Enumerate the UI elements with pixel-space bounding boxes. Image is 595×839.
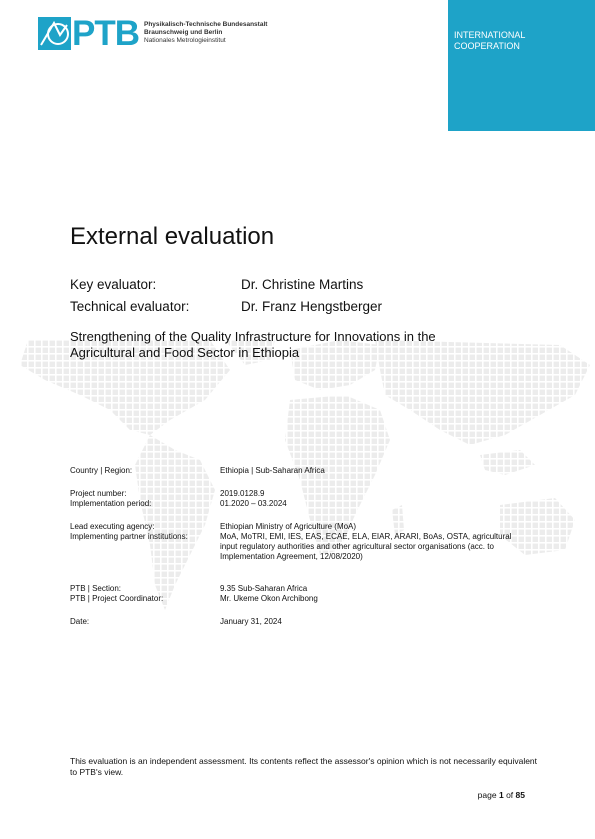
section-row [70, 584, 308, 594]
evaluator-role: Key evaluator: [70, 277, 157, 292]
evaluator-role: Technical evaluator: [70, 299, 190, 314]
evaluator-row [70, 296, 383, 318]
coordinator-row [70, 594, 318, 604]
period-value: 01.2020 – 03.2024 [220, 499, 287, 508]
section-value: 9.35 Sub-Saharan Africa [220, 584, 308, 593]
partners-value: MoA, MoTRI, EMI, IES, EAS, ECAE, ELA, EIAR, ARARI, BoAs, OSTA, agricultural input regulatory authorities and other agricultural sector organisations (acc. to Implementation Agreement, 12/08/2020) [220, 532, 512, 561]
project-number-label: Project number: [70, 489, 127, 498]
date-value: January 31, 2024 [220, 617, 282, 626]
institute-name [144, 21, 267, 45]
institute-line: Physikalisch-Technische Bundesanstalt [144, 21, 268, 28]
project-number-value: 2019.0128.9 [220, 489, 265, 498]
disclaimer: This evaluation is an independent assessment. Its contents reflect the assessor's opinion which is not necessarily equivalent to PTB's view. [70, 756, 538, 777]
page-total: 85 [515, 790, 525, 800]
evaluator-row [70, 274, 364, 296]
section-label: PTB | Section: [70, 584, 121, 593]
project-title [70, 329, 500, 361]
country-value: Ethiopia | Sub-Saharan Africa [220, 466, 325, 475]
document-title: External evaluation [70, 223, 275, 250]
country-label: Country | Region: [70, 466, 133, 475]
period-label: Implementation period: [70, 499, 152, 508]
lead-agency-label: Lead executing agency: [70, 522, 155, 531]
institute-line: Nationales Metrologieinstitut [144, 37, 226, 44]
ptb-logo [38, 14, 268, 55]
page-prefix: page [477, 790, 497, 800]
partners-label: Implementing partner institutions: [70, 532, 188, 541]
country-row [70, 466, 325, 476]
ptb-logo-mark-icon [38, 17, 71, 50]
project-title-line: Strengthening of the Quality Infrastructure for Innovations in the [70, 329, 436, 344]
department-label [454, 30, 525, 52]
lead-agency-row [70, 522, 357, 532]
evaluator-name: Dr. Franz Hengstberger [241, 299, 383, 314]
logo-wordmark: PTB [72, 14, 139, 53]
page-of: of [506, 790, 514, 800]
page-current: 1 [498, 790, 504, 800]
lead-agency-value: Ethiopian Ministry of Agriculture (MoA) [220, 522, 357, 531]
department-line: COOPERATION [454, 41, 520, 51]
page-number [478, 790, 525, 800]
department-line: INTERNATIONAL [454, 30, 526, 40]
evaluators [70, 274, 383, 318]
coordinator-value: Mr. Ukeme Okon Archibong [220, 594, 318, 603]
period-row [70, 499, 287, 509]
project-number-row [70, 489, 265, 499]
date-row [70, 617, 282, 627]
date-label: Date: [70, 617, 90, 626]
evaluator-name: Dr. Christine Martins [241, 277, 364, 292]
project-details [70, 466, 512, 627]
partners-row [70, 532, 512, 572]
department-box [448, 0, 595, 131]
project-title-line: Agricultural and Food Sector in Ethiopia [70, 345, 300, 360]
institute-line: Braunschweig und Berlin [144, 29, 223, 36]
coordinator-label: PTB | Project Coordinator: [70, 594, 164, 603]
